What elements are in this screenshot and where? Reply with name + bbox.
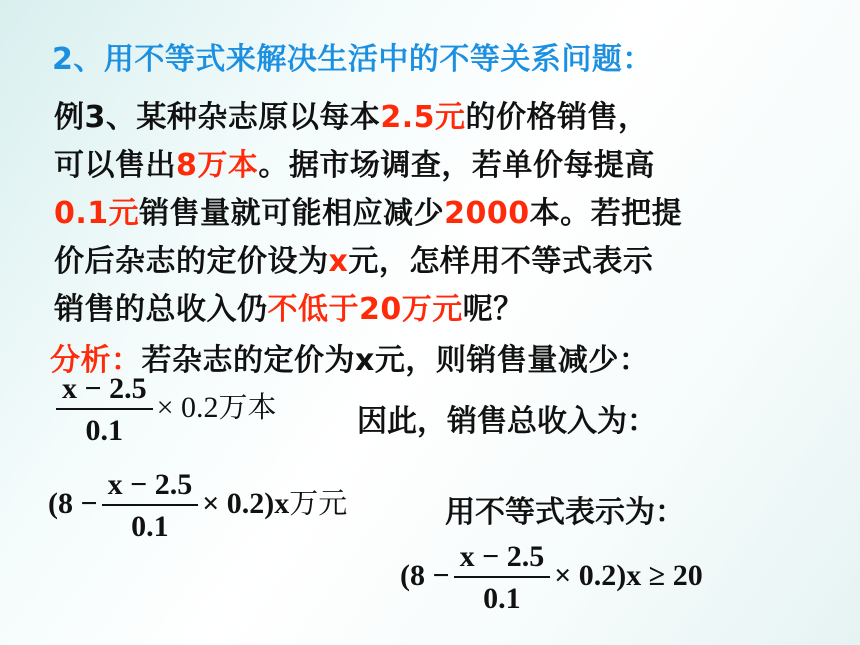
problem-text: 本。若把提 bbox=[529, 196, 683, 231]
problem-line-3 bbox=[54, 188, 682, 232]
fraction-numerator: x − 2.5 bbox=[454, 540, 551, 578]
problem-text: 价后杂志的定价设为 bbox=[54, 244, 329, 279]
problem-line-2 bbox=[54, 140, 655, 184]
formula-tail: × 0.2 bbox=[156, 390, 219, 424]
fraction-numerator: x − 2.5 bbox=[56, 372, 153, 410]
section-heading: 2、用不等式来解决生活中的不等关系问题： bbox=[52, 42, 653, 77]
highlight-price: 2.5元 bbox=[380, 100, 466, 135]
highlight-condition: 不低于20万元 bbox=[267, 292, 463, 327]
analysis-label: 分析： bbox=[50, 343, 142, 378]
formula-tail: × 0.2)x ≥ 20 bbox=[554, 558, 703, 592]
problem-text: 销售量就可能相应减少 bbox=[139, 196, 445, 231]
note-total-revenue: 因此，销售总收入为： bbox=[357, 404, 657, 439]
analysis-text: 若杂志的定价为x元，则销售量减少： bbox=[141, 343, 650, 378]
fraction bbox=[56, 372, 153, 448]
fraction bbox=[102, 468, 199, 544]
fraction-denominator: 0.1 bbox=[483, 582, 521, 615]
formula-prefix: (8 − bbox=[48, 486, 98, 520]
note-inequality: 用不等式表示为： bbox=[445, 495, 685, 530]
highlight-sales: 8万本 bbox=[176, 148, 259, 183]
problem-text: 的价格销售， bbox=[465, 100, 649, 135]
problem-line-4 bbox=[54, 236, 653, 280]
problem-line-5 bbox=[54, 284, 524, 328]
problem-line-1 bbox=[54, 92, 649, 136]
fraction bbox=[454, 540, 551, 616]
formula-unit: 万元 bbox=[289, 485, 348, 520]
problem-text: 销售的总收入仍 bbox=[54, 292, 268, 327]
problem-text: 呢？ bbox=[462, 292, 524, 327]
problem-text: 元，怎样用不等式表示 bbox=[348, 244, 654, 279]
problem-text: 。据市场调查，若单价每提高 bbox=[258, 148, 655, 183]
formula-decrease bbox=[52, 372, 277, 448]
formula-prefix: (8 − bbox=[400, 558, 450, 592]
formula-revenue bbox=[48, 468, 347, 544]
fraction-denominator: 0.1 bbox=[85, 414, 124, 447]
formula-inequality bbox=[400, 540, 703, 616]
highlight-variable: x bbox=[328, 244, 349, 279]
formula-tail: × 0.2)x bbox=[202, 486, 290, 520]
problem-text: 可以售出 bbox=[54, 148, 176, 183]
fraction-denominator: 0.1 bbox=[131, 510, 169, 543]
problem-text: 例3、某种杂志原以每本 bbox=[54, 100, 381, 135]
highlight-decrease: 2000 bbox=[444, 196, 530, 231]
highlight-increment: 0.1元 bbox=[54, 196, 140, 231]
fraction-numerator: x − 2.5 bbox=[102, 468, 199, 506]
formula-unit: 万本 bbox=[218, 389, 277, 424]
